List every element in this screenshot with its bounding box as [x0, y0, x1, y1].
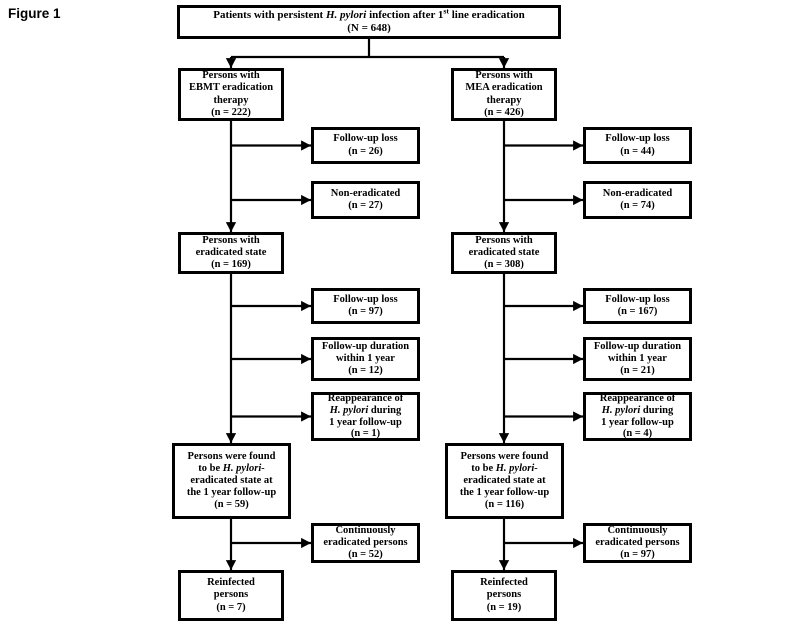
text-line: Follow-up duration	[321, 340, 410, 352]
text-line: (n = 169)	[211, 259, 251, 271]
box-ebmt-eradicated-state	[178, 232, 284, 274]
text-line: Follow-up loss	[333, 293, 398, 305]
box-mea-followup-loss-1	[583, 127, 692, 164]
figure-label: Figure 1	[8, 6, 61, 21]
text-line: Reappearance of	[599, 393, 676, 404]
box-mea-found-eradicated	[445, 443, 564, 519]
text-line: (n = 74)	[620, 200, 655, 211]
text-line: (n = 97)	[620, 549, 655, 561]
text-line: (n = 12)	[348, 365, 383, 377]
text-line: Persons with	[475, 234, 533, 246]
text-line: MEA eradication	[465, 82, 543, 94]
text-line: Follow-up loss	[605, 133, 670, 145]
text-line: to be H. pylori-	[198, 462, 265, 474]
text-line: Persons with	[202, 70, 260, 82]
text-line: Reinfected	[207, 577, 255, 589]
text-line: 1 year follow-up	[329, 416, 402, 428]
text-line: (n = 27)	[348, 200, 383, 211]
text-line: (n = 426)	[484, 106, 524, 118]
text-line: Follow-up duration	[593, 340, 682, 352]
text-line: eradicated state at	[463, 474, 546, 486]
box-ebmt-reappearance	[311, 392, 420, 441]
text-line: the 1 year follow-up	[186, 487, 277, 499]
text-line: Persons were found	[187, 450, 276, 462]
text-line: (n = 116)	[484, 499, 525, 511]
box-total-patients	[177, 5, 561, 39]
box-ebmt-followup-loss-2	[311, 288, 420, 324]
text-line: eradicated persons	[595, 536, 680, 548]
text-line: Reinfected	[480, 577, 528, 589]
text-line: within 1 year	[336, 352, 395, 364]
text-line: Follow-up loss	[333, 133, 398, 145]
text-line: eradicated persons	[323, 536, 408, 548]
text-line: (N = 648)	[347, 22, 391, 34]
box-ebmt-reinfected	[178, 570, 284, 621]
text-line: Continuously	[335, 524, 396, 536]
text-line: within 1 year	[608, 352, 667, 364]
text-line: (n = 1)	[350, 428, 381, 440]
text-line: Patients with persistent H. pylori infection after 1st line eradication	[213, 6, 525, 22]
text-line: Persons with	[202, 234, 260, 246]
box-mea-therapy	[451, 68, 557, 121]
text-line: persons	[213, 589, 249, 601]
text-line: 1 year follow-up	[601, 416, 674, 428]
text-line: (n = 52)	[348, 549, 383, 561]
box-mea-followup-duration	[583, 337, 692, 381]
box-mea-reinfected	[451, 570, 557, 621]
box-mea-eradicated-state	[451, 232, 557, 274]
text-line: (n = 308)	[484, 259, 524, 271]
box-ebmt-therapy	[178, 68, 284, 121]
text-line: to be H. pylori-	[471, 462, 538, 474]
box-ebmt-followup-loss-1	[311, 127, 420, 164]
text-line: Non-eradicated	[330, 187, 401, 199]
box-ebmt-continuously-eradicated	[311, 523, 420, 563]
text-line: the 1 year follow-up	[459, 487, 550, 499]
box-mea-reappearance	[583, 392, 692, 441]
text-line: (n = 44)	[620, 145, 655, 157]
text-line: Non-eradicated	[602, 187, 673, 199]
text-line: (n = 19)	[486, 601, 522, 613]
text-line: Follow-up loss	[605, 293, 670, 305]
text-line: (n = 167)	[617, 306, 658, 317]
text-line: (n = 59)	[214, 499, 249, 511]
box-ebmt-followup-duration	[311, 337, 420, 381]
text-line: eradicated state	[468, 246, 540, 258]
text-line: therapy	[213, 94, 249, 106]
text-line: therapy	[486, 94, 522, 106]
text-line: (n = 97)	[348, 306, 383, 317]
text-line: (n = 26)	[348, 145, 383, 157]
text-line: eradicated state at	[190, 474, 273, 486]
box-mea-continuously-eradicated	[583, 523, 692, 563]
box-ebmt-found-eradicated	[172, 443, 291, 519]
text-line: (n = 7)	[216, 601, 246, 613]
text-line: (n = 4)	[622, 428, 653, 440]
text-line: H. pylori during	[601, 404, 674, 416]
box-mea-followup-loss-2	[583, 288, 692, 324]
text-line: Persons with	[475, 70, 533, 82]
text-line: persons	[486, 589, 522, 601]
box-mea-non-eradicated	[583, 181, 692, 219]
text-line: (n = 222)	[211, 106, 251, 118]
text-line: Reappearance of	[327, 393, 404, 404]
box-ebmt-non-eradicated	[311, 181, 420, 219]
text-line: (n = 21)	[620, 365, 655, 377]
text-line: Continuously	[607, 524, 668, 536]
text-line: eradicated state	[195, 246, 267, 258]
text-line: Persons were found	[460, 450, 549, 462]
text-line: EBMT eradication	[188, 82, 274, 94]
text-line: H. pylori during	[329, 404, 402, 416]
